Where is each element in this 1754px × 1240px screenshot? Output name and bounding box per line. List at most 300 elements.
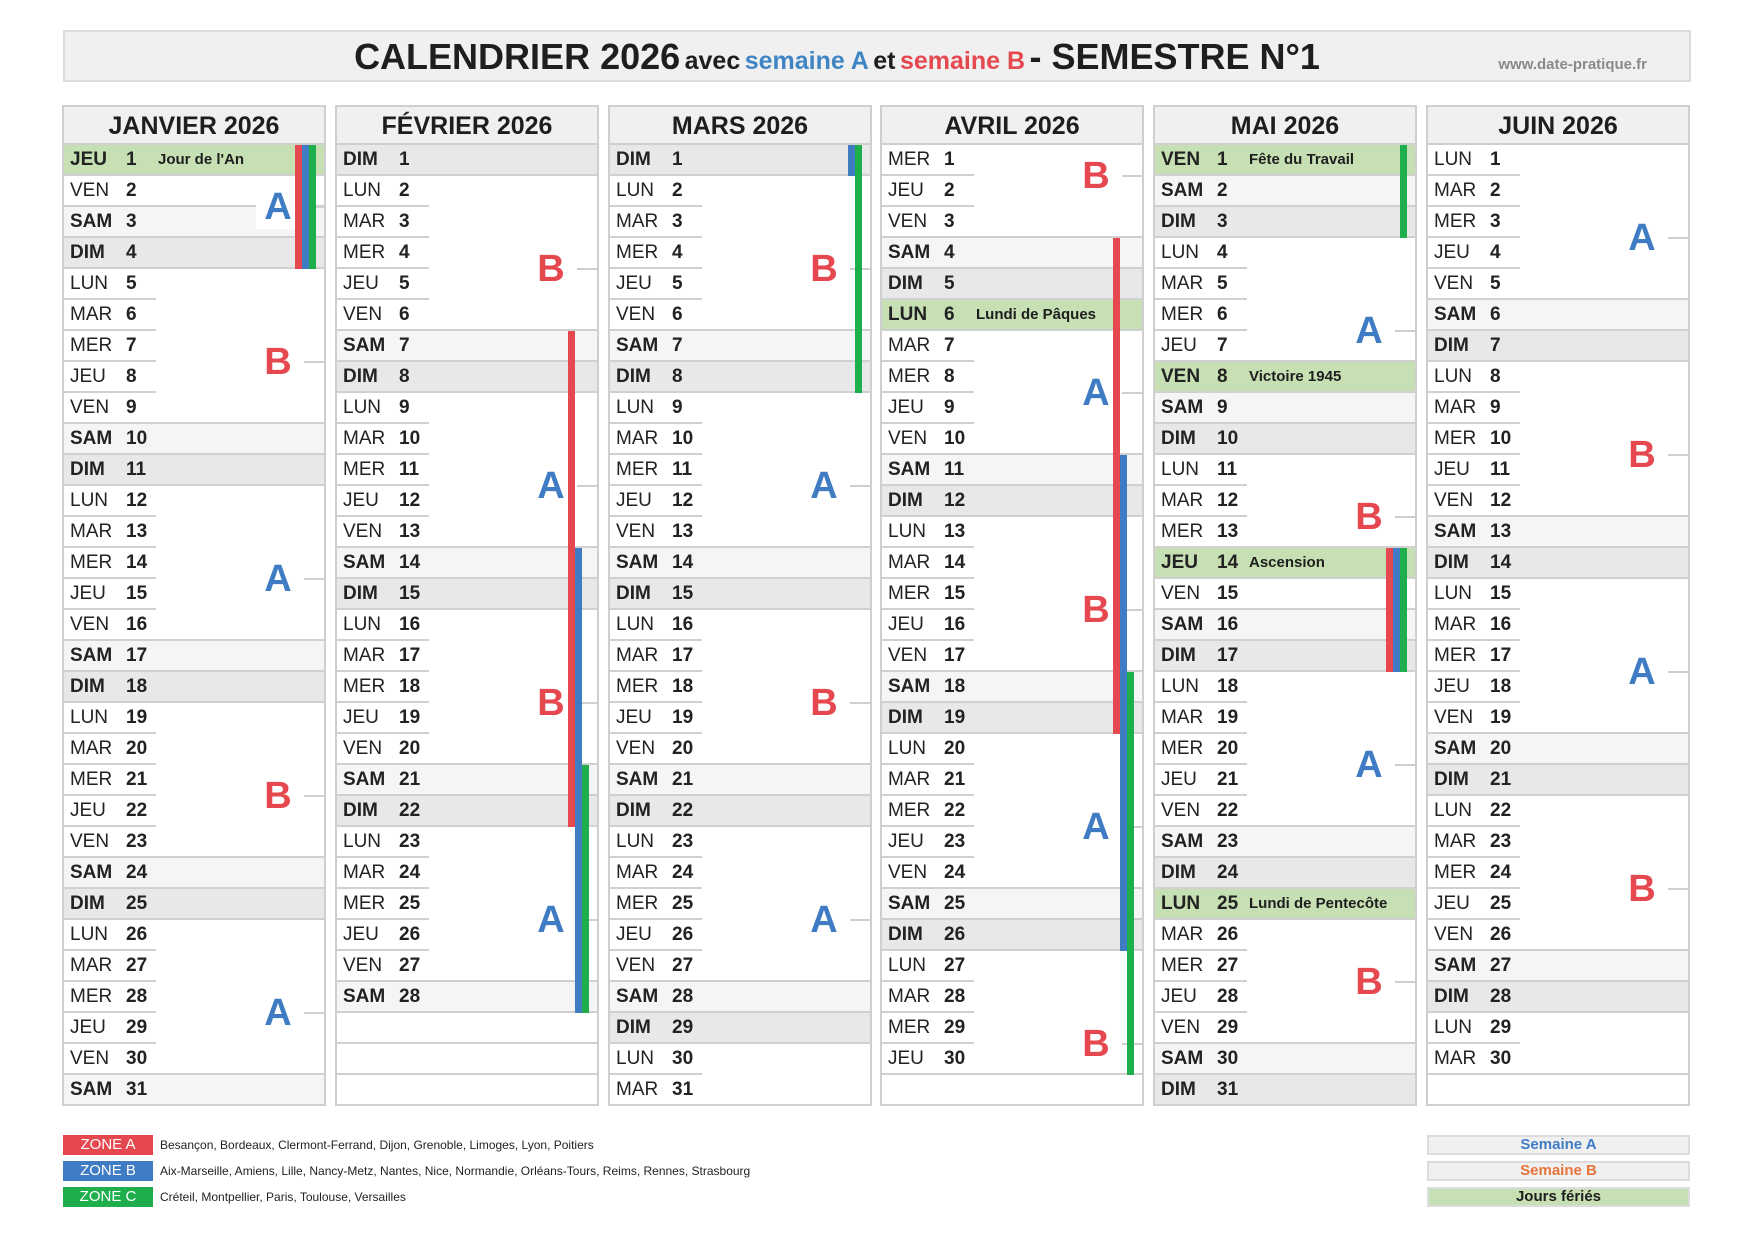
weekday-label: VEN	[616, 304, 656, 325]
weekday-label: LUN	[1434, 149, 1473, 170]
day-number: 27	[399, 955, 421, 976]
day-number: 14	[1217, 552, 1239, 573]
week-letter-b	[1347, 495, 1391, 539]
title-bar	[63, 30, 1691, 82]
day-row	[610, 517, 870, 548]
legend-semaine-a: Semaine A	[1427, 1135, 1690, 1155]
day-number: 7	[944, 335, 955, 356]
day-row	[882, 331, 1142, 362]
day-number: 14	[1490, 552, 1512, 573]
day-row	[882, 455, 1142, 486]
weekday-label: DIM	[616, 366, 651, 387]
weekday-label: MAR	[1434, 1048, 1477, 1069]
day-row	[1428, 703, 1688, 734]
week-divider	[577, 268, 599, 270]
zone-b-holiday-bar	[848, 145, 855, 176]
month-header: JUIN 2026	[1428, 107, 1688, 145]
weekday-label: VEN	[1161, 800, 1201, 821]
day-number: 16	[1217, 614, 1239, 635]
day-row	[1428, 300, 1688, 331]
week-letter-b	[1074, 588, 1118, 632]
day-number: 13	[126, 521, 148, 542]
day-number: 25	[399, 893, 421, 914]
day-number: 28	[399, 986, 421, 1007]
weekday-label: JEU	[70, 800, 106, 821]
day-number: 25	[672, 893, 694, 914]
day-row	[610, 765, 870, 796]
week-letter-a	[1620, 216, 1664, 260]
day-number: 11	[126, 459, 147, 480]
weekday-label: MAR	[343, 428, 386, 449]
day-number: 18	[944, 676, 966, 697]
zone-a-holiday-bar	[295, 145, 302, 269]
day-number: 15	[672, 583, 694, 604]
website-label: www.date-pratique.fr	[1498, 56, 1647, 73]
day-number: 30	[1490, 1048, 1512, 1069]
week-divider	[850, 919, 872, 921]
weekday-label: VEN	[343, 955, 383, 976]
day-row	[1155, 641, 1415, 672]
day-number: 17	[126, 645, 148, 666]
day-number: 24	[944, 862, 966, 883]
weekday-label: MAR	[70, 304, 113, 325]
day-number: 18	[399, 676, 421, 697]
day-number: 16	[399, 614, 421, 635]
week-divider	[304, 578, 326, 580]
day-row	[610, 207, 870, 238]
day-number: 17	[1217, 645, 1239, 666]
week-letter-a	[1620, 650, 1664, 694]
day-row	[1155, 145, 1415, 176]
weekday-label: MER	[70, 552, 113, 573]
day-number: 5	[1217, 273, 1228, 294]
day-number: 21	[1217, 769, 1239, 790]
weekday-label: VEN	[616, 738, 656, 759]
day-number: 22	[672, 800, 694, 821]
month-header: FÉVRIER 2026	[337, 107, 597, 145]
zone-c-holiday-bar	[309, 145, 316, 269]
day-row	[610, 1013, 870, 1044]
day-number: 29	[944, 1017, 966, 1038]
day-row	[1428, 765, 1688, 796]
weekday-label: SAM	[888, 242, 931, 263]
week-letter-text: A	[1628, 217, 1656, 259]
weekday-label: JEU	[1434, 242, 1470, 263]
day-row	[610, 641, 870, 672]
legend-jours-feries: Jours fériés	[1427, 1187, 1690, 1207]
month-column	[1153, 105, 1417, 1106]
empty-row	[337, 1013, 597, 1044]
day-number: 9	[672, 397, 683, 418]
week-letter-text: B	[810, 248, 838, 290]
holiday-name: Victoire 1945	[1249, 368, 1342, 385]
day-row	[1155, 1044, 1415, 1075]
weekday-label: LUN	[343, 831, 382, 852]
week-divider	[1668, 888, 1690, 890]
title-main: CALENDRIER 2026	[354, 36, 681, 77]
weekday-label: DIM	[888, 490, 923, 511]
week-letter-b	[529, 681, 573, 725]
day-row	[337, 641, 597, 672]
weekday-label: DIM	[343, 800, 378, 821]
title-semaine-a: semaine A	[744, 47, 869, 75]
zone-a-badge: ZONE A	[63, 1135, 153, 1155]
day-number: 6	[399, 304, 410, 325]
week-divider	[1122, 392, 1144, 394]
day-number: 9	[944, 397, 955, 418]
day-number: 15	[1217, 583, 1239, 604]
day-number: 19	[399, 707, 421, 728]
day-number: 20	[399, 738, 421, 759]
weekday-label: MER	[1434, 645, 1477, 666]
zone-c-cities: Créteil, Montpellier, Paris, Toulouse, Versailles	[160, 1190, 406, 1204]
day-row	[1155, 424, 1415, 455]
legend-semaine-b: Semaine B	[1427, 1161, 1690, 1181]
day-number: 28	[1490, 986, 1512, 1007]
day-number: 20	[944, 738, 966, 759]
week-divider	[850, 485, 872, 487]
weekday-label: VEN	[1161, 366, 1201, 387]
weekday-label: SAM	[343, 552, 386, 573]
day-number: 13	[672, 521, 694, 542]
weekday-label: LUN	[1434, 1017, 1473, 1038]
day-row	[64, 734, 324, 765]
week-letter-b	[529, 247, 573, 291]
weekday-label: SAM	[1161, 1048, 1204, 1069]
weekday-label: LUN	[888, 304, 928, 325]
weekday-label: DIM	[343, 366, 378, 387]
weekday-label: DIM	[888, 924, 923, 945]
day-number: 12	[672, 490, 694, 511]
weekday-label: MAR	[616, 862, 659, 883]
weekday-label: MAR	[1161, 707, 1204, 728]
day-row	[337, 517, 597, 548]
weekday-label: DIM	[616, 583, 651, 604]
day-row	[64, 393, 324, 424]
day-number: 8	[1217, 366, 1228, 387]
day-row	[610, 1075, 870, 1106]
weekday-label: DIM	[1434, 335, 1469, 356]
day-row	[337, 176, 597, 207]
day-number: 19	[944, 707, 966, 728]
weekday-label: MER	[616, 676, 659, 697]
day-row	[1428, 982, 1688, 1013]
day-number: 3	[1217, 211, 1228, 232]
weekday-label: SAM	[616, 769, 659, 790]
weekday-label: SAM	[616, 552, 659, 573]
weekday-label: SAM	[888, 676, 931, 697]
weekday-label: LUN	[1161, 459, 1200, 480]
day-row	[1428, 269, 1688, 300]
month-header: MAI 2026	[1155, 107, 1415, 145]
weekday-label: JEU	[343, 924, 379, 945]
day-number: 30	[126, 1048, 148, 1069]
weekday-label: JEU	[616, 707, 652, 728]
week-letter-a	[1347, 309, 1391, 353]
weekday-label: VEN	[70, 614, 110, 635]
day-row	[1155, 1013, 1415, 1044]
day-row	[882, 207, 1142, 238]
day-row	[64, 517, 324, 548]
week-letter-text: A	[1082, 806, 1110, 848]
day-row	[882, 765, 1142, 796]
weekday-label: JEU	[70, 149, 107, 170]
day-number: 19	[672, 707, 694, 728]
day-row	[337, 393, 597, 424]
day-row	[882, 920, 1142, 951]
day-number: 6	[944, 304, 955, 325]
title-et: et	[873, 47, 896, 75]
day-number: 30	[1217, 1048, 1239, 1069]
day-number: 16	[944, 614, 966, 635]
day-row	[1155, 610, 1415, 641]
day-row	[64, 610, 324, 641]
day-number: 20	[126, 738, 148, 759]
weekday-label: MAR	[70, 738, 113, 759]
day-number: 9	[399, 397, 410, 418]
weekday-label: LUN	[616, 831, 655, 852]
day-number: 9	[126, 397, 137, 418]
day-row	[1155, 269, 1415, 300]
day-row	[610, 1044, 870, 1075]
weekday-label: LUN	[1161, 676, 1200, 697]
weekday-label: LUN	[1434, 583, 1473, 604]
weekday-label: JEU	[888, 180, 924, 201]
empty-row	[1428, 1075, 1688, 1106]
weekday-label: SAM	[70, 862, 113, 883]
zone-b-holiday-bar	[1120, 455, 1127, 951]
day-row	[1428, 951, 1688, 982]
weekday-label: JEU	[888, 831, 924, 852]
day-number: 6	[126, 304, 137, 325]
day-number: 23	[672, 831, 694, 852]
day-number: 3	[399, 211, 410, 232]
day-number: 28	[672, 986, 694, 1007]
day-number: 29	[126, 1017, 148, 1038]
weekday-label: MER	[70, 769, 113, 790]
weekday-label: LUN	[616, 614, 655, 635]
week-letter-text: B	[810, 682, 838, 724]
weekday-label: SAM	[1434, 738, 1477, 759]
day-number: 10	[399, 428, 421, 449]
weekday-label: DIM	[70, 459, 105, 480]
weekday-label: MAR	[1434, 397, 1477, 418]
day-row	[1155, 796, 1415, 827]
week-letter-text: B	[537, 682, 565, 724]
zone-c-holiday-bar	[582, 765, 589, 1013]
day-number: 22	[944, 800, 966, 821]
week-letter-text: A	[1355, 744, 1383, 786]
day-number: 4	[1217, 242, 1228, 263]
day-number: 29	[672, 1017, 694, 1038]
day-row	[1428, 1013, 1688, 1044]
day-number: 15	[944, 583, 966, 604]
day-row	[64, 672, 324, 703]
weekday-label: DIM	[1434, 986, 1469, 1007]
day-row	[1428, 1044, 1688, 1075]
week-divider	[1122, 175, 1144, 177]
day-row	[610, 176, 870, 207]
month-column	[880, 105, 1144, 1106]
day-number: 30	[944, 1048, 966, 1069]
day-number: 16	[672, 614, 694, 635]
weekday-label: SAM	[616, 335, 659, 356]
week-letter-text: B	[1082, 1023, 1110, 1065]
day-row	[882, 517, 1142, 548]
day-number: 28	[944, 986, 966, 1007]
day-row	[610, 331, 870, 362]
weekday-label: SAM	[1161, 831, 1204, 852]
day-number: 3	[1490, 211, 1501, 232]
day-number: 5	[672, 273, 683, 294]
weekday-label: DIM	[1161, 428, 1196, 449]
weekday-label: MER	[70, 335, 113, 356]
day-number: 26	[672, 924, 694, 945]
day-row	[1155, 827, 1415, 858]
weekday-label: SAM	[1161, 614, 1204, 635]
day-number: 18	[672, 676, 694, 697]
day-row	[882, 703, 1142, 734]
week-letter-a	[256, 185, 300, 229]
weekday-label: MER	[1161, 521, 1204, 542]
day-row	[64, 951, 324, 982]
weekday-label: MAR	[888, 769, 931, 790]
day-row	[882, 548, 1142, 579]
day-number: 10	[1490, 428, 1512, 449]
weekday-label: MAR	[616, 645, 659, 666]
day-row	[337, 579, 597, 610]
day-row	[1155, 703, 1415, 734]
day-number: 24	[1217, 862, 1239, 883]
day-row	[337, 145, 597, 176]
day-number: 22	[399, 800, 421, 821]
weekday-label: MAR	[70, 521, 113, 542]
day-row	[1428, 610, 1688, 641]
day-number: 10	[1217, 428, 1239, 449]
day-number: 15	[1490, 583, 1512, 604]
week-letter-b	[1074, 154, 1118, 198]
weekday-label: VEN	[343, 521, 383, 542]
day-row	[610, 796, 870, 827]
day-row	[610, 300, 870, 331]
day-number: 17	[399, 645, 421, 666]
day-number: 10	[126, 428, 148, 449]
day-number: 31	[1217, 1079, 1239, 1100]
day-row	[1428, 517, 1688, 548]
day-row	[1428, 393, 1688, 424]
week-letter-text: A	[1628, 651, 1656, 693]
week-letter-text: B	[1355, 961, 1383, 1003]
day-row	[1155, 176, 1415, 207]
weekday-label: DIM	[1161, 1079, 1196, 1100]
weekday-label: SAM	[1434, 304, 1477, 325]
weekday-label: DIM	[888, 273, 923, 294]
weekday-label: DIM	[616, 1017, 651, 1038]
weekday-label: MER	[616, 893, 659, 914]
day-row	[337, 331, 597, 362]
day-row	[882, 238, 1142, 269]
day-row	[610, 858, 870, 889]
day-number: 17	[1490, 645, 1512, 666]
week-letter-text: A	[264, 186, 292, 228]
week-letter-a	[529, 464, 573, 508]
day-row	[1155, 672, 1415, 703]
day-number: 20	[672, 738, 694, 759]
weekday-label: MER	[616, 242, 659, 263]
weekday-label: MER	[1161, 304, 1204, 325]
weekday-label: JEU	[616, 490, 652, 511]
day-row	[882, 269, 1142, 300]
week-letter-b	[256, 774, 300, 818]
weekday-label: VEN	[70, 397, 110, 418]
day-row	[64, 455, 324, 486]
day-row	[1155, 548, 1415, 579]
day-number: 31	[126, 1079, 148, 1100]
weekday-label: LUN	[70, 707, 109, 728]
weekday-label: JEU	[1161, 986, 1197, 1007]
holiday-name: Ascension	[1249, 554, 1325, 571]
week-divider	[1395, 981, 1417, 983]
day-number: 29	[1217, 1017, 1239, 1038]
zone-b-badge: ZONE B	[63, 1161, 153, 1181]
weekday-label: JEU	[343, 273, 379, 294]
week-letter-b	[256, 340, 300, 384]
day-row	[1155, 920, 1415, 951]
weekday-label: LUN	[70, 490, 109, 511]
week-letter-b	[802, 247, 846, 291]
week-letter-text: B	[537, 248, 565, 290]
weekday-label: MER	[343, 242, 386, 263]
zone-b-holiday-bar	[1393, 548, 1400, 672]
day-row	[337, 796, 597, 827]
day-row	[1428, 579, 1688, 610]
day-row	[1155, 393, 1415, 424]
day-number: 3	[126, 211, 137, 232]
weekday-label: JEU	[70, 366, 106, 387]
day-row	[882, 858, 1142, 889]
day-number: 28	[126, 986, 148, 1007]
day-number: 2	[944, 180, 955, 201]
month-header: JANVIER 2026	[64, 107, 324, 145]
weekday-label: JEU	[1434, 459, 1470, 480]
weekday-label: LUN	[1161, 242, 1200, 263]
day-row	[337, 362, 597, 393]
weekday-label: LUN	[888, 738, 927, 759]
week-letter-text: A	[537, 899, 565, 941]
week-divider	[304, 361, 326, 363]
day-row	[337, 424, 597, 455]
day-number: 12	[1217, 490, 1239, 511]
day-row	[1428, 145, 1688, 176]
day-number: 7	[126, 335, 137, 356]
day-row	[610, 362, 870, 393]
day-number: 6	[672, 304, 683, 325]
weekday-label: MER	[343, 893, 386, 914]
day-row	[337, 734, 597, 765]
weekday-label: SAM	[888, 893, 931, 914]
day-row	[64, 920, 324, 951]
weekday-label: JEU	[1434, 676, 1470, 697]
day-number: 11	[399, 459, 420, 480]
weekday-label: LUN	[1434, 800, 1473, 821]
month-column	[1426, 105, 1690, 1106]
day-number: 13	[1490, 521, 1512, 542]
day-row	[882, 889, 1142, 920]
empty-row	[337, 1075, 597, 1106]
week-letter-b	[1620, 867, 1664, 911]
day-row	[1428, 920, 1688, 951]
weekday-label: DIM	[616, 149, 651, 170]
